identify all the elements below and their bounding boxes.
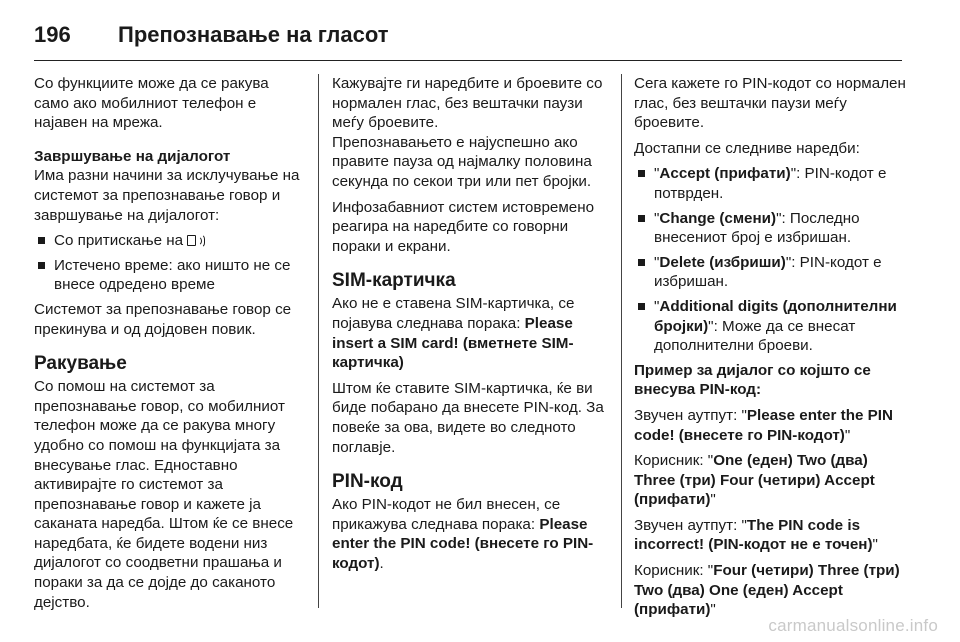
page-title: Препознавање на гласот	[118, 22, 389, 47]
interrupt-paragraph: Системот за препознавање говор се прекинува и од дојдовен повик.	[34, 300, 292, 338]
dialog-speaker: Звучен аутпут:	[634, 516, 742, 534]
intro-paragraph: Со функциите може да се ракува само ако мобилниот телефон е најавен на мрежа.	[34, 75, 269, 132]
dialog-speaker: Корисник:	[634, 562, 708, 580]
say-pin-paragraph: Сега кажете го PIN-кодот со нормален глас, без вештачки паузи меѓу броевите.	[634, 75, 906, 132]
pause-paragraph: Препознавањето е најуспешно ако правите пауза од најмалку половина секунда по секои три или пет бројки.	[332, 133, 592, 190]
column-3	[634, 74, 906, 626]
pin-paragraph	[332, 495, 604, 573]
command-name: Additional digits (дополнителни бројки)	[654, 297, 897, 335]
page-header	[34, 14, 902, 56]
watermark: carmanualsonline.info	[768, 616, 938, 635]
speaking-paragraph: Кажувајте ги наредбите и броевите со нормален глас, без вештачки паузи меѓу броевите.	[332, 75, 603, 132]
pin-heading: PIN-код	[332, 471, 403, 493]
command-description: : PIN-кодот е потврден.	[654, 165, 887, 202]
list-item: "Additional digits (дополнителни бројки)": Може да се внесат дополнителни броеви.	[634, 297, 906, 356]
command-description: : PIN-кодот е избришан.	[654, 253, 882, 291]
end-dialog-paragraph: Има разни начини за исклучување на системот за препознавање говор и завршување на дијалогот:	[34, 167, 300, 224]
voice-control-icon	[187, 233, 205, 247]
list-item: "Change (смени)": Последно внесениот број е избришан.	[634, 209, 906, 248]
command-description: : Последно внесениот број е избришан.	[654, 209, 860, 247]
example-heading: Пример за дијалог со којшто се внесува PIN-код:	[634, 361, 871, 399]
pin-period: .	[379, 554, 384, 572]
commands-intro: Достапни се следниве наредби:	[634, 139, 860, 157]
command-name: Change (смени)	[659, 209, 777, 227]
operation-paragraph: Со помош на системот за препознавање говор, со мобилниот телефон може да се ракува многу удобно со помош на функцијата за внесување глас. Едноставно активирајте го системот за препознавање говор и кажете ја саканата наредба. Штом ќе се внесе наредбата, ќе бидете водени низ дијалогот со соодветни прашања и пораки за да се дојде до саканото дејство.	[34, 378, 294, 611]
column-2	[332, 74, 604, 579]
list-item: "Accept (прифати)": PIN-кодот е потврден.	[634, 164, 906, 203]
command-name: Delete (избриши)	[659, 253, 786, 271]
dialog-line: Корисник: "Four (четири) Three (три) Two (два) One (еден) Accept (прифати)"	[634, 562, 900, 619]
end-dialog-heading: Завршување на дијалогот	[34, 147, 231, 165]
operation-heading: Ракување	[34, 353, 127, 375]
sim-paragraph-2: Штом ќе ставите SIM-картичка, ќе ви биде побарано да внесете PIN-код. За повеќе за ова, видете во следното поглавје.	[332, 379, 604, 456]
dialog-speaker: Корисник:	[634, 452, 708, 470]
dialog-speaker: Звучен аутпут:	[634, 406, 742, 424]
column-1	[34, 74, 302, 618]
infotainment-paragraph: Инфозабавниот систем истовремено реагира на наредбите со говорни пораки и екрани.	[332, 198, 595, 255]
list-item: "Delete (избриши)": PIN-кодот е избришан.	[634, 253, 906, 292]
command-name: Accept (прифати)	[659, 165, 791, 183]
dialog-line: Звучен аутпут: "The PIN code is incorrect! (PIN-кодот не е точен)"	[634, 516, 878, 554]
dialog-text: The PIN code is incorrect! (PIN-кодот не е точен)	[634, 516, 873, 554]
sim-text: Ако не е ставена SIM-картичка, се појавува следнава порака:	[332, 295, 575, 332]
dialog-text: Please enter the PIN code! (внесете го PIN-кодот)	[634, 406, 893, 444]
pin-text: Ако PIN-кодот не бил внесен, се прикажува следнава порака:	[332, 496, 561, 533]
commands-list	[634, 164, 906, 355]
end-dialog-list	[34, 231, 302, 295]
header-divider	[34, 60, 902, 61]
bullet-text: Со притискање на	[54, 232, 184, 250]
dialog-line: Звучен аутпут: "Please enter the PIN code! (внесете го PIN-кодот)"	[634, 406, 893, 444]
dialog-line: Корисник: "One (еден) Two (два) Three (три) Four (четири) Accept (прифати)"	[634, 452, 875, 509]
sim-paragraph	[332, 294, 604, 372]
page-number: 196	[34, 22, 71, 47]
list-item	[34, 231, 302, 251]
dialog-text: One (еден) Two (два) Three (три) Four (четири) Accept (прифати)	[634, 452, 875, 509]
bullet-text: Истечено време: ако ништо не се внесе одредено време	[54, 256, 291, 294]
command-description: : Може да се внесат дополнителни броеви.	[654, 317, 856, 355]
column-divider-2	[621, 74, 622, 608]
column-divider-1	[318, 74, 319, 608]
sim-message: Please insert a SIM card! (вметнете SIM-картичка)	[332, 314, 574, 372]
pin-message: Please enter the PIN code! (внесете го PIN-кодот)	[332, 515, 594, 572]
sim-heading: SIM-картичка	[332, 270, 456, 292]
list-item	[34, 256, 302, 295]
dialog-text: Four (четири) Three (три) Two (два) One (еден) Accept (прифати)	[634, 562, 900, 619]
